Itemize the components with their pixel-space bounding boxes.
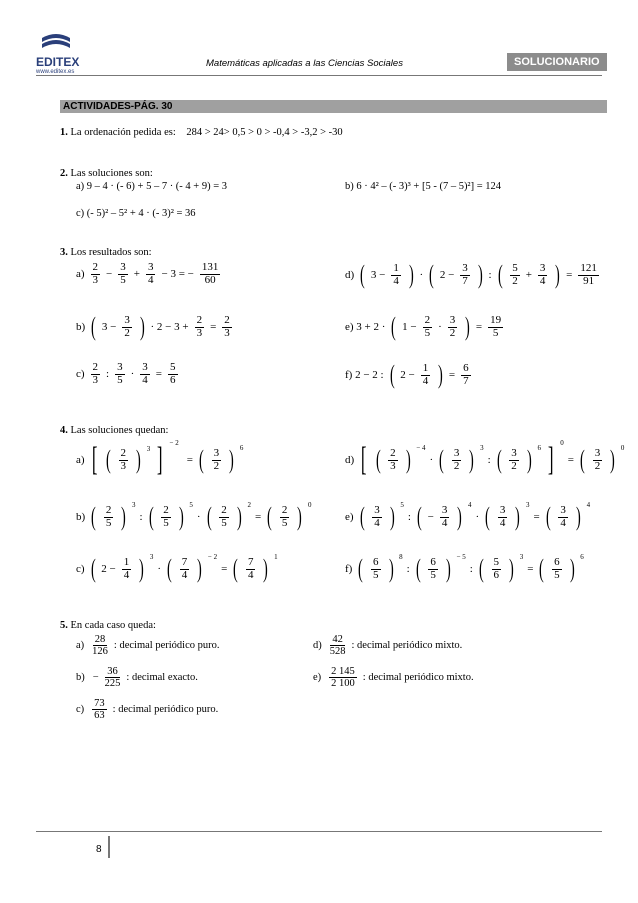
q3-intro: Los resultados son:	[70, 247, 152, 258]
q4-number: 4.	[60, 425, 68, 436]
q2-a: a) 9 – 4 · (- 6) + 5 – 7 · (- 4 + 9) = 3	[76, 181, 228, 192]
q5-intro: En cada caso queda:	[70, 620, 156, 631]
question-2	[60, 168, 153, 179]
q5-e-text: : decimal periódico mixto.	[362, 672, 474, 684]
q4-intro: Las soluciones quedan:	[70, 425, 169, 436]
q1-answer: 284 > 24> 0,5 > 0 > -0,4 > -3,2 > -30	[186, 127, 343, 138]
q5-e: e) $\frac{2 145}{2 100}$ : decimal periódico mixto.	[313, 666, 474, 690]
q4-d: d) [ ( $\frac{2}{3}$ ) $^{- 4}$ · ( $\frac{3}{2}$ ) $^3$ : ( $\frac{3}{2}$ ) $^6$ ] $^0$ = ( $\frac{3}{2}$ ) $^0$	[345, 439, 625, 478]
header-rule	[36, 75, 602, 76]
solucionario-badge: SOLUCIONARIO	[507, 53, 607, 71]
q5-d: d) $\frac{42}{528}$ : decimal periódico mixto.	[313, 634, 463, 658]
q3-e: e) 3 + 2 · ( 1 − $\frac{2}{5}$ · $\frac{3}{2}$ ) = $\frac{19}{5}$	[345, 312, 502, 341]
q3-a: a) $\frac{2}{3}$ − $\frac{3}{5}$ + $\frac{3}{4}$ − 3 = − $\frac{131}{60}$	[76, 261, 219, 286]
question-5	[60, 620, 156, 631]
footer-rule	[36, 831, 602, 832]
q5-number: 5.	[60, 620, 68, 631]
logo-url: www.editex.es	[36, 69, 75, 75]
q4-a: a) [ ( $\frac{2}{3}$ ) $^3$ ] $^{- 2}$ = ( $\frac{3}{2}$ ) $^6$	[76, 439, 244, 478]
q2-intro: Las soluciones son:	[70, 168, 153, 179]
q3-number: 3.	[60, 247, 68, 258]
q3-b: b) ( 3 − $\frac{3}{2}$ ) · 2 − 3 + $\frac{2}{3}$ = $\frac{2}{3}$	[76, 312, 230, 341]
q5-a: a) $\frac{28}{126}$ : decimal periódico puro.	[76, 634, 220, 658]
section-bar: ACTIVIDADES-PÁG. 30	[60, 100, 607, 113]
q1-number: 1.	[60, 127, 68, 138]
q5-b: b) − $\frac{36}{225}$ : decimal exacto.	[76, 666, 198, 690]
question-3	[60, 247, 152, 258]
q4-b: b) ( $\frac{2}{5}$ ) $^3$ : ( $\frac{2}{5}$ ) $^5$ · ( $\frac{2}{5}$ ) $^2$ = ( $\frac{2}{5}$ ) $^0$	[76, 501, 312, 531]
page-number: 8	[96, 844, 102, 855]
q3-f: f) 2 − 2 : ( 2 − $\frac{1}{4}$ ) = $\frac{6}{7}$	[345, 360, 469, 389]
logo-text: EDITEX	[36, 55, 80, 69]
q2-number: 2.	[60, 168, 68, 179]
q2-c: c) (- 5)² – 5² + 4 · (- 3)² = 36	[76, 208, 196, 219]
q5-a-text: : decimal periódico puro.	[113, 640, 220, 652]
footer-divider	[108, 836, 110, 858]
q4-c: c) ( 2 − $\frac{1}{4}$ ) $^3$ · ( $\frac{7}{4}$ ) $^{- 2}$ = ( $\frac{7}{4}$ ) $^1$	[76, 553, 278, 583]
q1-text: La ordenación pedida es:	[70, 127, 176, 138]
question-1	[60, 127, 343, 138]
q5-c: c) $\frac{73}{63}$ : decimal periódico puro.	[76, 698, 219, 722]
q4-f: f) ( $\frac{6}{5}$ ) $^8$ : ( $\frac{6}{5}$ ) $^{- 5}$ : ( $\frac{5}{6}$ ) $^3$ = ( $\frac{6}{5}$ ) $^6$	[345, 553, 584, 583]
question-4	[60, 425, 168, 436]
q4-e: e) ( $\frac{3}{4}$ ) $^5$ : ( − $\frac{3}{4}$ ) $^4$ · ( $\frac{3}{4}$ ) $^3$ = ( $\frac{3}{4}$ ) $^4$	[345, 501, 591, 531]
q2-b: b) 6 · 4² – (- 3)³ + [5 - (7 – 5)²] = 124	[345, 181, 502, 192]
q3-c: c) $\frac{2}{3}$ : $\frac{3}{5}$ · $\frac{3}{4}$ = $\frac{5}{6}$	[76, 361, 176, 386]
q5-b-text: : decimal exacto.	[126, 672, 198, 684]
q5-c-text: : decimal periódico puro.	[112, 704, 219, 716]
q5-d-text: : decimal periódico mixto.	[351, 640, 463, 652]
document-title: Matemáticas aplicadas a las Ciencias Sociales	[206, 58, 403, 69]
editex-logo	[36, 30, 92, 75]
editex-logo-icon	[36, 30, 76, 54]
q3-d: d) ( 3 − $\frac{1}{4}$ ) · ( 2 − $\frac{3}{7}$ ) : ( $\frac{5}{2}$ + $\frac{3}{4}$ ) = $\frac{121}{91}$	[345, 260, 597, 289]
